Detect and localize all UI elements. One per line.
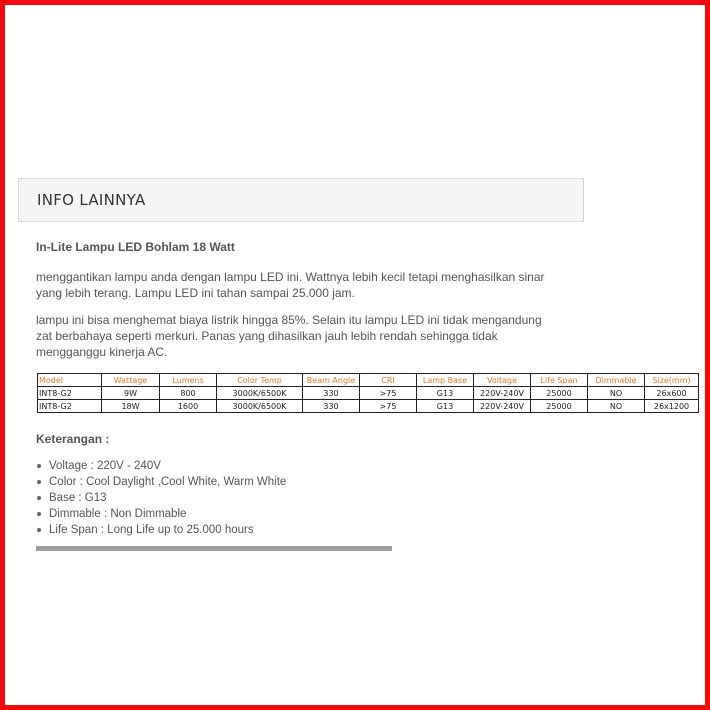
- header-voltage: Voltage: [474, 374, 531, 387]
- table-cell: 220V-240V: [474, 387, 531, 400]
- header-lumens: Lumens: [160, 374, 217, 387]
- table-cell: 1600: [160, 400, 217, 413]
- horizontal-scrollbar[interactable]: [36, 546, 392, 551]
- table-cell: NO: [588, 387, 645, 400]
- table-cell: 3000K/6500K: [217, 387, 303, 400]
- header-color-temp: Color Temp: [217, 374, 303, 387]
- list-item: Life Span : Long Life up to 25.000 hours: [36, 522, 286, 538]
- table-cell: NO: [588, 400, 645, 413]
- table-row: [38, 387, 699, 400]
- table-cell: INT8-G2: [38, 387, 102, 400]
- list-item: Voltage : 220V - 240V: [36, 458, 286, 474]
- header-wattage: Wattage: [102, 374, 160, 387]
- table-cell: 3000K/6500K: [217, 400, 303, 413]
- spec-header-row: [38, 374, 699, 387]
- table-cell: 26x600: [645, 387, 699, 400]
- spec-table: [37, 373, 699, 413]
- header-size: Size(mm): [645, 374, 699, 387]
- table-cell: 330: [303, 400, 360, 413]
- info-header: [18, 178, 584, 222]
- header-cri: CRI: [360, 374, 417, 387]
- table-cell: 18W: [102, 400, 160, 413]
- table-cell: 26x1200: [645, 400, 699, 413]
- header-model: Model: [38, 374, 102, 387]
- table-cell: 220V-240V: [474, 400, 531, 413]
- header-lamp-base: Lamp Base: [417, 374, 474, 387]
- table-cell: 9W: [102, 387, 160, 400]
- header-life-span: Life Span: [531, 374, 588, 387]
- description-paragraph-1: menggantikan lampu anda dengan lampu LED ini. Wattnya lebih kecil tetapi menghasilkan sinar yang lebih terang. Lampu LED ini tahan sampai 25.000 jam.: [36, 270, 545, 300]
- section-title: INFO LAINNYA: [37, 191, 146, 209]
- product-title: In-Lite Lampu LED Bohlam 18 Watt: [36, 240, 235, 254]
- list-item: Dimmable : Non Dimmable: [36, 506, 286, 522]
- table-cell: 25000: [531, 400, 588, 413]
- table-cell: INT8-G2: [38, 400, 102, 413]
- table-cell: G13: [417, 387, 474, 400]
- table-cell: >75: [360, 400, 417, 413]
- table-cell: >75: [360, 387, 417, 400]
- scrollbar-thumb[interactable]: [36, 546, 392, 551]
- feature-list: [36, 458, 286, 538]
- list-item: Color : Cool Daylight ,Cool White, Warm White: [36, 474, 286, 490]
- list-item: Base : G13: [36, 490, 286, 506]
- header-beam-angle: Beam Angle: [303, 374, 360, 387]
- header-dimmable: Dimmable: [588, 374, 645, 387]
- table-row: [38, 400, 699, 413]
- keterangan-heading: Keterangan :: [36, 432, 110, 446]
- table-cell: 25000: [531, 387, 588, 400]
- table-cell: 330: [303, 387, 360, 400]
- table-cell: G13: [417, 400, 474, 413]
- table-cell: 800: [160, 387, 217, 400]
- description-paragraph-2: lampu ini bisa menghemat biaya listrik hingga 85%. Selain itu lampu LED ini tidak mengandung zat berbahaya seperti merkuri. Panas yang dihasilkan jauh lebih rendah sehingga tidak mengganggu kinerja AC.: [36, 313, 542, 359]
